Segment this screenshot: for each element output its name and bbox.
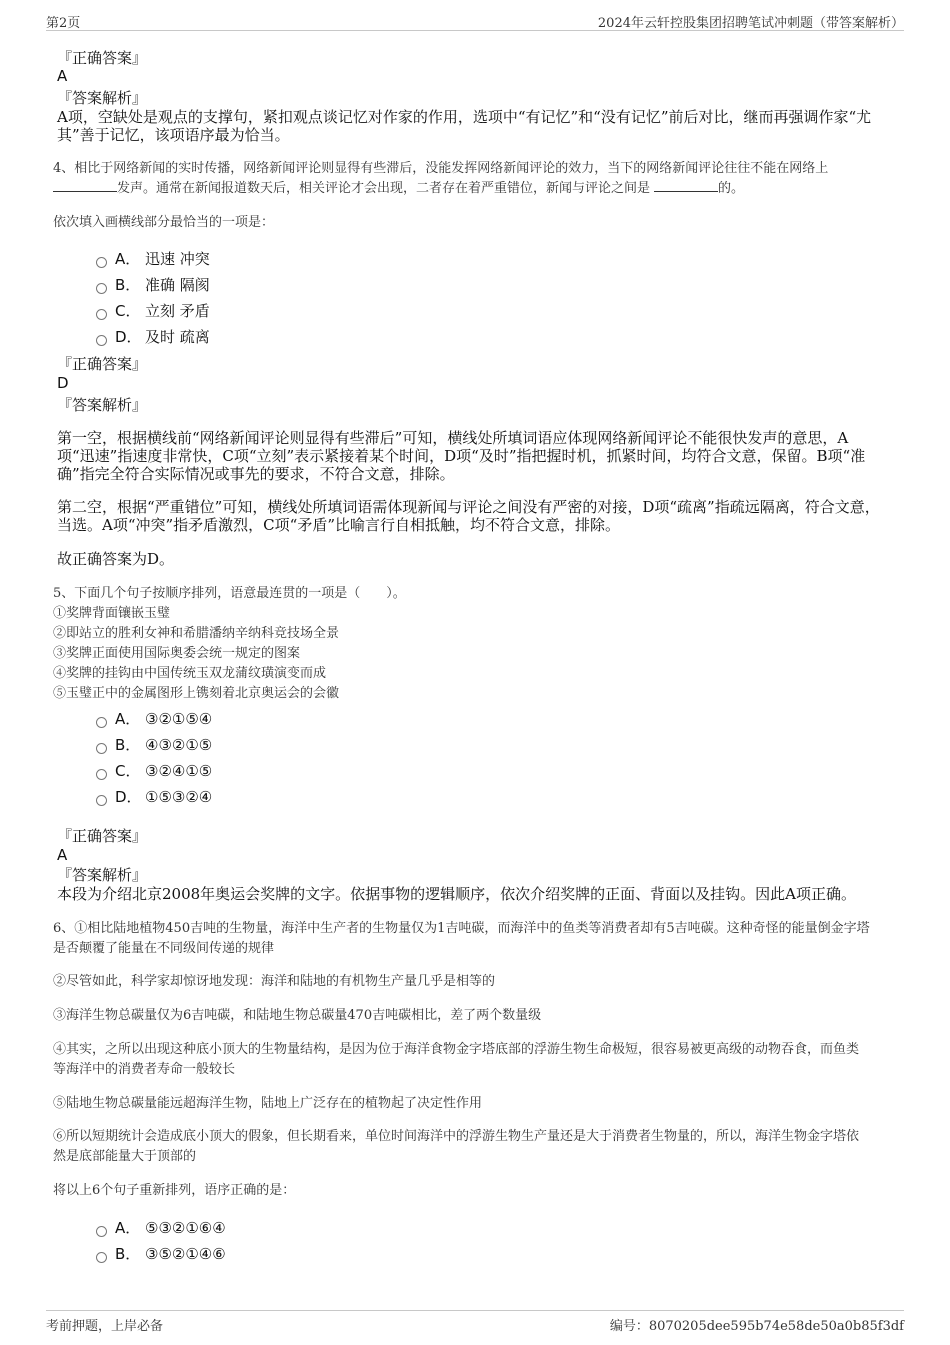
radio-icon[interactable] — [96, 1252, 107, 1263]
sentence-1 — [53, 919, 898, 959]
page-footer — [46, 1310, 904, 1333]
sentence-line: 是否颠覆了能量在不同级间传递的规律 — [53, 941, 275, 956]
q4-option-a[interactable] — [96, 248, 210, 268]
question-text: 发声。通常在新闻报道数天后，相关评论才会出现，二者存在着严重错位，新闻与评论之间是 — [117, 181, 651, 196]
q6-option-a[interactable] — [96, 1217, 226, 1237]
radio-icon[interactable] — [96, 335, 107, 346]
option-text: 及时 疏离 — [145, 328, 210, 346]
option-letter: C． — [115, 762, 141, 780]
sentence-6 — [53, 1127, 898, 1167]
sentence-3: ③海洋生物总碳量仅为6吉吨碳，和陆地生物总碳量470吉吨碳相比，差了两个数量级 — [53, 1008, 542, 1023]
question-5-stem: 5、下面几个句子按顺序排列，语意最连贯的一项是（ ）。 — [53, 586, 406, 601]
analysis-line: 确”指完全符合实际情况或事先的要求，不符合文意，排除。 — [57, 465, 455, 483]
option-letter: B． — [115, 736, 141, 754]
analysis-paragraph-1 — [57, 429, 892, 483]
question-text: 的。 — [718, 181, 745, 196]
option-letter: B． — [115, 276, 141, 294]
analysis-line: 项“迅速”指速度非常快，C项“立刻”表示紧接着某个时间，D项“及时”指把握时机，抓紧时间，均符合文意，保留。B项“准 — [57, 447, 866, 465]
answer-value: A — [57, 67, 68, 85]
analysis-conclusion: 故正确答案为D。 — [57, 550, 175, 568]
footer-slogan: 考前押题，上岸必备 — [46, 1319, 164, 1334]
sentence-5: ⑤玉璧正中的金属图形上镌刻着北京奥运会的会徽 — [53, 686, 340, 701]
sentence-1: ①奖牌背面镶嵌玉璧 — [53, 606, 171, 621]
fill-blank — [53, 179, 117, 192]
sentence-2: ②尽管如此，科学家却惊讶地发现：海洋和陆地的有机物生产量几乎是相等的 — [53, 974, 496, 989]
option-text: ⑤③②①⑥④ — [145, 1219, 226, 1237]
sentence-line: ④其实，之所以出现这种底小顶大的生物量结构，是因为位于海洋食物金字塔底部的浮游生物生命极短，很容易被更高级的动物吞食，而鱼类 — [53, 1042, 860, 1057]
radio-icon[interactable] — [96, 795, 107, 806]
sentence-line: 等海洋中的消费者寿命一般较长 — [53, 1062, 236, 1077]
analysis-line: 当选。A项“冲突”指矛盾激烈，C项“矛盾”比喻言行自相抵触，均不符合文意，排除。 — [57, 516, 620, 534]
question-line — [53, 179, 898, 199]
option-text: ④③②①⑤ — [145, 736, 213, 754]
document-title: 2024年云轩控股集团招聘笔试冲刺题（带答案解析） — [597, 16, 904, 31]
radio-icon[interactable] — [96, 283, 107, 294]
answer-value: A — [57, 846, 68, 864]
answer-label: 『正确答案』 — [57, 49, 148, 67]
sentence-line: 然是底部能量大于顶部的 — [53, 1149, 197, 1164]
option-text: 迅速 冲突 — [145, 250, 210, 268]
option-letter: A． — [115, 250, 141, 268]
option-letter: B． — [115, 1245, 141, 1263]
sentence-line: 6、①相比陆地植物450吉吨的生物量，海洋中生产者的生物量仅为1吉吨碳，而海洋中的鱼类等消费者却有5吉吨碳。这种奇怪的能量倒金字塔 — [53, 921, 870, 936]
option-letter: D． — [115, 788, 142, 806]
sentence-4 — [53, 1040, 898, 1080]
analysis-line: 其”善于记忆，该项语序最为恰当。 — [57, 126, 290, 144]
answer-label: 『正确答案』 — [57, 355, 148, 373]
option-text: ①⑤③②④ — [145, 788, 213, 806]
question-line: 4、相比于网络新闻的实时传播，网络新闻评论则显得有些滞后，没能发挥网络新闻评论的效力，当下的网络新闻评论往往不能在网络上 — [53, 161, 829, 176]
radio-icon[interactable] — [96, 309, 107, 320]
option-letter: A． — [115, 1219, 141, 1237]
option-text: 准确 隔阂 — [145, 276, 210, 294]
option-letter: A． — [115, 710, 141, 728]
radio-icon[interactable] — [96, 743, 107, 754]
question-6-prompt: 将以上6个句子重新排列，语序正确的是： — [53, 1183, 296, 1198]
radio-icon[interactable] — [96, 769, 107, 780]
analysis-text — [57, 108, 892, 144]
q4-option-d[interactable] — [96, 326, 210, 346]
q5-option-d[interactable] — [96, 786, 212, 806]
sentence-2: ②即站立的胜利女神和希腊潘纳辛纳科竞技场全景 — [53, 626, 340, 641]
option-text: ③⑤②①④⑥ — [145, 1245, 226, 1263]
sentence-4: ④奖牌的挂钩由中国传统玉双龙蒲纹璜演变而成 — [53, 666, 327, 681]
analysis-line: 第一空，根据横线前“网络新闻评论则显得有些滞后”可知，横线处所填词语应体现网络新闻评论不能很快发声的意思，A — [57, 429, 849, 447]
sentence-3: ③奖牌正面使用国际奥委会统一规定的图案 — [53, 646, 301, 661]
analysis-text: 本段为介绍北京2008年奥运会奖牌的文字。依据事物的逻辑顺序，依次介绍奖牌的正面、背面以及挂钩。因此A项正确。 — [57, 885, 857, 903]
analysis-line: A项，空缺处是观点的支撑句，紧扣观点谈记忆对作家的作用，选项中“有记忆”和“没有记忆”前后对比，继而再强调作家“尤 — [57, 108, 872, 126]
fill-blank — [654, 179, 718, 192]
analysis-paragraph-2 — [57, 498, 892, 534]
document-serial: 编号：8070205dee595b74e58de50a0b85f3df — [609, 1319, 904, 1334]
answer-value: D — [57, 374, 69, 392]
radio-icon[interactable] — [96, 1226, 107, 1237]
analysis-label: 『答案解析』 — [57, 866, 148, 884]
q5-option-a[interactable] — [96, 708, 212, 728]
option-text: ③②①⑤④ — [145, 710, 213, 728]
option-text: ③②④①⑤ — [145, 762, 213, 780]
question-4-stem — [53, 159, 898, 199]
q6-option-b[interactable] — [96, 1243, 226, 1263]
radio-icon[interactable] — [96, 257, 107, 268]
page-number: 第2页 — [46, 16, 81, 31]
option-letter: C． — [115, 302, 141, 320]
q4-option-b[interactable] — [96, 274, 210, 294]
answer-label: 『正确答案』 — [57, 827, 148, 845]
question-4-prompt: 依次填入画横线部分最恰当的一项是： — [53, 215, 275, 230]
q5-option-b[interactable] — [96, 734, 212, 754]
q5-option-c[interactable] — [96, 760, 212, 780]
radio-icon[interactable] — [96, 717, 107, 728]
analysis-line: 第二空，根据“严重错位”可知，横线处所填词语需体现新闻与评论之间没有严密的对接，D项“疏离”指疏远隔离，符合文意， — [57, 498, 880, 516]
analysis-label: 『答案解析』 — [57, 396, 148, 414]
page-header — [46, 10, 904, 31]
analysis-label: 『答案解析』 — [57, 89, 148, 107]
sentence-line: ⑥所以短期统计会造成底小顶大的假象，但长期看来，单位时间海洋中的浮游生物生产量还是大于消费者生物量的，所以，海洋生物金字塔依 — [53, 1129, 860, 1144]
option-letter: D． — [115, 328, 142, 346]
option-text: 立刻 矛盾 — [145, 302, 210, 320]
q4-option-c[interactable] — [96, 300, 210, 320]
sentence-5: ⑤陆地生物总碳量能远超海洋生物，陆地上广泛存在的植物起了决定性作用 — [53, 1096, 483, 1111]
